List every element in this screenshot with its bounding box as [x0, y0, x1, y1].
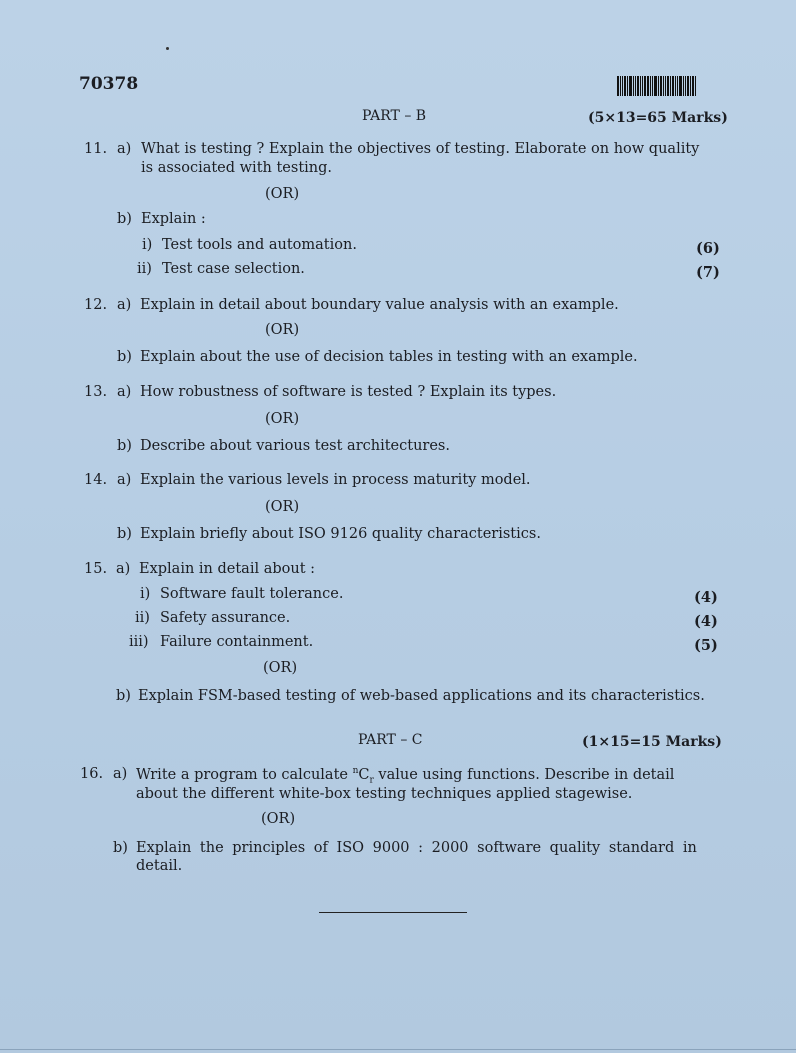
option-label: a) [117, 384, 132, 400]
barcode-bar [647, 76, 649, 96]
question-text: How robustness of software is tested ? Explain its types. [140, 384, 557, 400]
subpart-label: iii) [129, 634, 149, 650]
part-c-title: PART – C [358, 732, 423, 748]
option-label: a) [117, 141, 132, 157]
question-text: Write a program to calculate $^nC_r$ value using functions. Describe in detail [136, 766, 675, 786]
barcode-bar [667, 76, 669, 96]
or-separator: (OR) [265, 322, 300, 338]
subpart-text: Safety assurance. [160, 610, 291, 626]
barcode-bar [663, 76, 664, 96]
question-number: 14. [84, 472, 108, 488]
question-number: 15. [84, 561, 108, 577]
question-text: Explain FSM-based testing of web-based applications and its characteristics. [138, 688, 705, 704]
barcode-bar [629, 76, 632, 96]
barcode-bar [622, 76, 623, 96]
question-text: detail. [136, 858, 183, 874]
part-b-marks: (5×13=65 Marks) [588, 110, 728, 126]
or-separator: (OR) [265, 499, 300, 515]
speck-mark [166, 47, 169, 50]
subpart-marks: (4) [694, 613, 718, 630]
barcode-bar [665, 76, 666, 96]
barcode-bar [672, 76, 674, 96]
barcode-bar [640, 76, 641, 96]
question-number: 12. [84, 297, 108, 313]
subpart-text: Failure containment. [160, 634, 314, 650]
subpart-label: i) [142, 237, 153, 253]
option-label: b) [116, 688, 131, 704]
paper-code: 70378 [79, 74, 139, 94]
subpart-text: Test tools and automation. [162, 237, 357, 253]
or-separator: (OR) [261, 811, 296, 827]
barcode-bar [633, 76, 634, 96]
question-text: Describe about various test architectures. [140, 438, 450, 454]
question-text: Explain in detail about : [139, 561, 316, 577]
option-label: b) [117, 438, 132, 454]
barcode-bar [695, 76, 696, 96]
option-label: b) [117, 526, 132, 542]
question-text: is associated with testing. [141, 160, 333, 176]
option-label: a) [117, 472, 132, 488]
subpart-label: i) [140, 586, 151, 602]
part-c-marks: (1×15=15 Marks) [582, 734, 722, 750]
subpart-marks: (6) [696, 240, 720, 257]
barcode-bar [642, 76, 643, 96]
barcode-bar [644, 76, 646, 96]
barcode-bar [620, 76, 621, 96]
barcode-bar [624, 76, 626, 96]
barcode-bar [627, 76, 628, 96]
question-text: Explain : [141, 211, 206, 227]
barcode-bar [658, 76, 659, 96]
barcode-bar [637, 76, 639, 96]
subpart-label: ii) [135, 610, 150, 626]
subpart-text: Test case selection. [162, 261, 305, 277]
barcode-bar [650, 76, 651, 96]
barcode-bar [617, 76, 619, 96]
option-label: a) [117, 297, 132, 313]
barcode-bar [679, 76, 682, 96]
barcode-bar [670, 76, 671, 96]
option-label: b) [117, 211, 132, 227]
question-number: 11. [84, 141, 108, 157]
or-separator: (OR) [263, 660, 298, 676]
barcode-bar [652, 76, 653, 96]
question-text: What is testing ? Explain the objectives of testing. Elaborate on how quality [141, 141, 700, 157]
barcode-bar [685, 76, 686, 96]
barcode-bar [690, 76, 691, 96]
question-number: 16. [80, 766, 104, 782]
option-label: a) [113, 766, 128, 782]
subpart-marks: (7) [696, 264, 720, 281]
barcode-bar [675, 76, 676, 96]
barcode-bar [635, 76, 636, 96]
or-separator: (OR) [265, 186, 300, 202]
option-label: b) [117, 349, 132, 365]
question-number: 13. [84, 384, 108, 400]
or-separator: (OR) [265, 411, 300, 427]
page-edge-line [0, 1049, 796, 1050]
question-text: about the different white-box testing techniques applied stagewise. [136, 786, 633, 802]
subpart-text: Software fault tolerance. [160, 586, 344, 602]
barcode-bar [677, 76, 678, 96]
question-text: Explain the principles of ISO 9000 : 2000 software quality standard in [136, 840, 697, 856]
option-label: b) [113, 840, 128, 856]
question-text: Explain about the use of decision tables in testing with an example. [140, 349, 638, 365]
option-label: a) [116, 561, 131, 577]
barcode-bar [660, 76, 662, 96]
barcode-bar [692, 76, 694, 96]
question-text: Explain in detail about boundary value analysis with an example. [140, 297, 619, 313]
end-rule [319, 912, 467, 913]
question-text: Explain the various levels in process maturity model. [140, 472, 531, 488]
subpart-label: ii) [137, 261, 152, 277]
question-text: Explain briefly about ISO 9126 quality characteristics. [140, 526, 541, 542]
barcode-bar [687, 76, 689, 96]
barcode-bar [683, 76, 684, 96]
part-b-title: PART – B [362, 108, 427, 124]
barcode [617, 76, 717, 96]
subpart-marks: (4) [694, 589, 718, 606]
subpart-marks: (5) [694, 637, 718, 654]
barcode-bar [654, 76, 657, 96]
